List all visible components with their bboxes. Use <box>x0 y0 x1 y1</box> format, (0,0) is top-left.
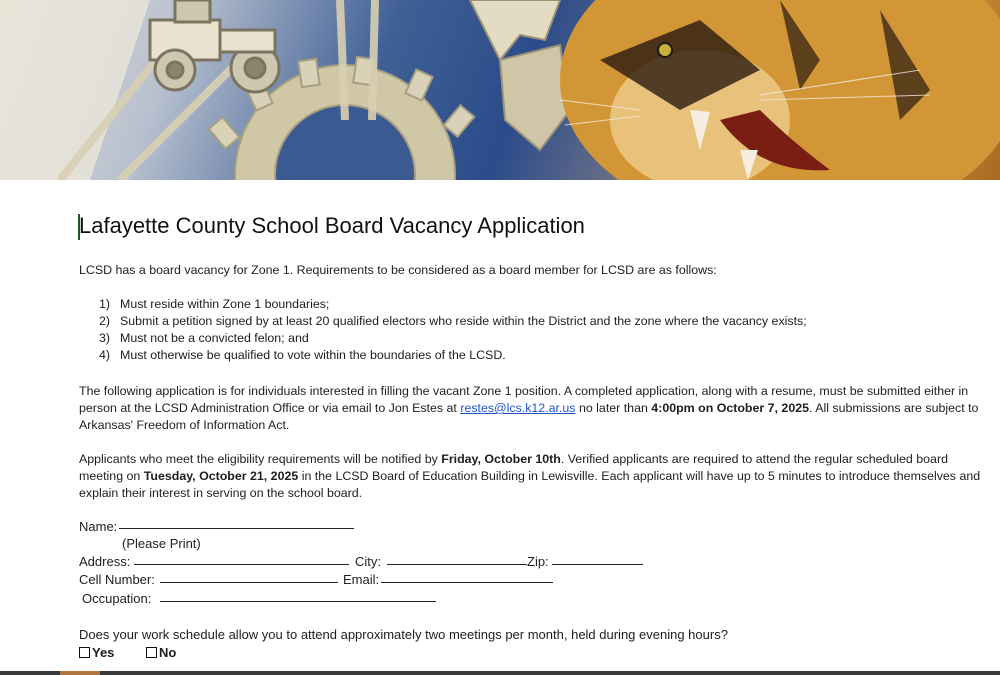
occupation-field[interactable] <box>160 601 436 602</box>
para-text: Applicants who meet the eligibility requirements will be notified by <box>79 452 442 466</box>
print-note: (Please Print) <box>122 536 201 551</box>
yes-label: Yes <box>92 645 115 660</box>
cell-number-field[interactable] <box>160 582 338 583</box>
list-text: Must not be a convicted felon; and <box>120 331 309 345</box>
bottom-bar <box>0 671 1000 675</box>
list-number: 4) <box>99 348 111 362</box>
address-label: Address: <box>79 554 131 569</box>
schedule-question: Does your work schedule allow you to attend approximately two meetings per month, held during evening hours? <box>79 627 728 642</box>
page-title: Lafayette County School Board Vacancy Application <box>79 213 585 238</box>
list-number: 2) <box>99 314 111 328</box>
intro-paragraph: LCSD has a board vacancy for Zone 1. Requirements to be considered as a board member for LCSD are as follows: <box>79 263 717 277</box>
para-text: . All submissions are subject to Arkansas' Freedom of Information Act. <box>79 401 979 432</box>
para-text: in the LCSD Board of Education Building in Lewisville. Each applicant will have up to 5 minutes to introduce themselves and explain their interest in serving on the school board. <box>79 469 981 500</box>
zip-label: Zip: <box>527 554 549 569</box>
submission-paragraph <box>79 383 997 434</box>
tractor-icon <box>150 0 279 92</box>
banner-artwork <box>0 0 1000 180</box>
cell-number-label: Cell Number: <box>79 572 155 587</box>
notification-paragraph <box>79 451 989 502</box>
list-item <box>99 347 807 364</box>
zip-field[interactable] <box>552 564 643 565</box>
occupation-label: Occupation: <box>82 591 152 606</box>
bottom-bar-segment <box>60 671 100 675</box>
tiger-icon <box>560 0 1000 180</box>
notify-date-text: Friday, October 10th <box>441 452 561 466</box>
name-label: Name: <box>79 519 118 534</box>
email-label: Email: <box>343 572 380 587</box>
list-text: Must otherwise be qualified to vote within the boundaries of the LCSD. <box>120 348 506 362</box>
address-field[interactable] <box>134 564 349 565</box>
city-field[interactable] <box>387 564 527 565</box>
list-item <box>99 330 807 347</box>
yes-option[interactable] <box>79 645 114 660</box>
requirements-list <box>99 296 807 364</box>
city-label: City: <box>355 554 381 569</box>
deadline-text: 4:00pm on October 7, 2025 <box>651 401 809 415</box>
yes-checkbox[interactable] <box>79 647 90 658</box>
no-label: No <box>159 645 177 660</box>
list-item <box>99 296 807 313</box>
email-field[interactable] <box>381 582 553 583</box>
list-text: Must reside within Zone 1 boundaries; <box>120 297 330 311</box>
para-text: no later than <box>575 401 652 415</box>
header-banner <box>0 0 1000 180</box>
meeting-date-text: Tuesday, October 21, 2025 <box>143 469 299 483</box>
winged-emblem-icon <box>470 0 570 150</box>
list-text: Submit a petition signed by at least 20 qualified electors who reside within the District and the zone where the vacancy exists; <box>120 314 807 328</box>
para-text: . Verified applicants are required to attend the regular scheduled board meeting on <box>79 452 948 483</box>
no-option[interactable] <box>146 645 176 660</box>
no-checkbox[interactable] <box>146 647 157 658</box>
list-number: 3) <box>99 331 111 345</box>
email-link[interactable]: restes@lcs.k12.ar.us <box>460 401 576 415</box>
list-item <box>99 313 807 330</box>
list-number: 1) <box>99 297 111 311</box>
para-text: The following application is for individuals interested in filling the vacant Zone 1 position. A completed application, along with a resume, must be submitted either in person at the LCSD Administration Office or via email to Jon Estes at <box>79 384 969 415</box>
name-field[interactable] <box>119 528 354 529</box>
